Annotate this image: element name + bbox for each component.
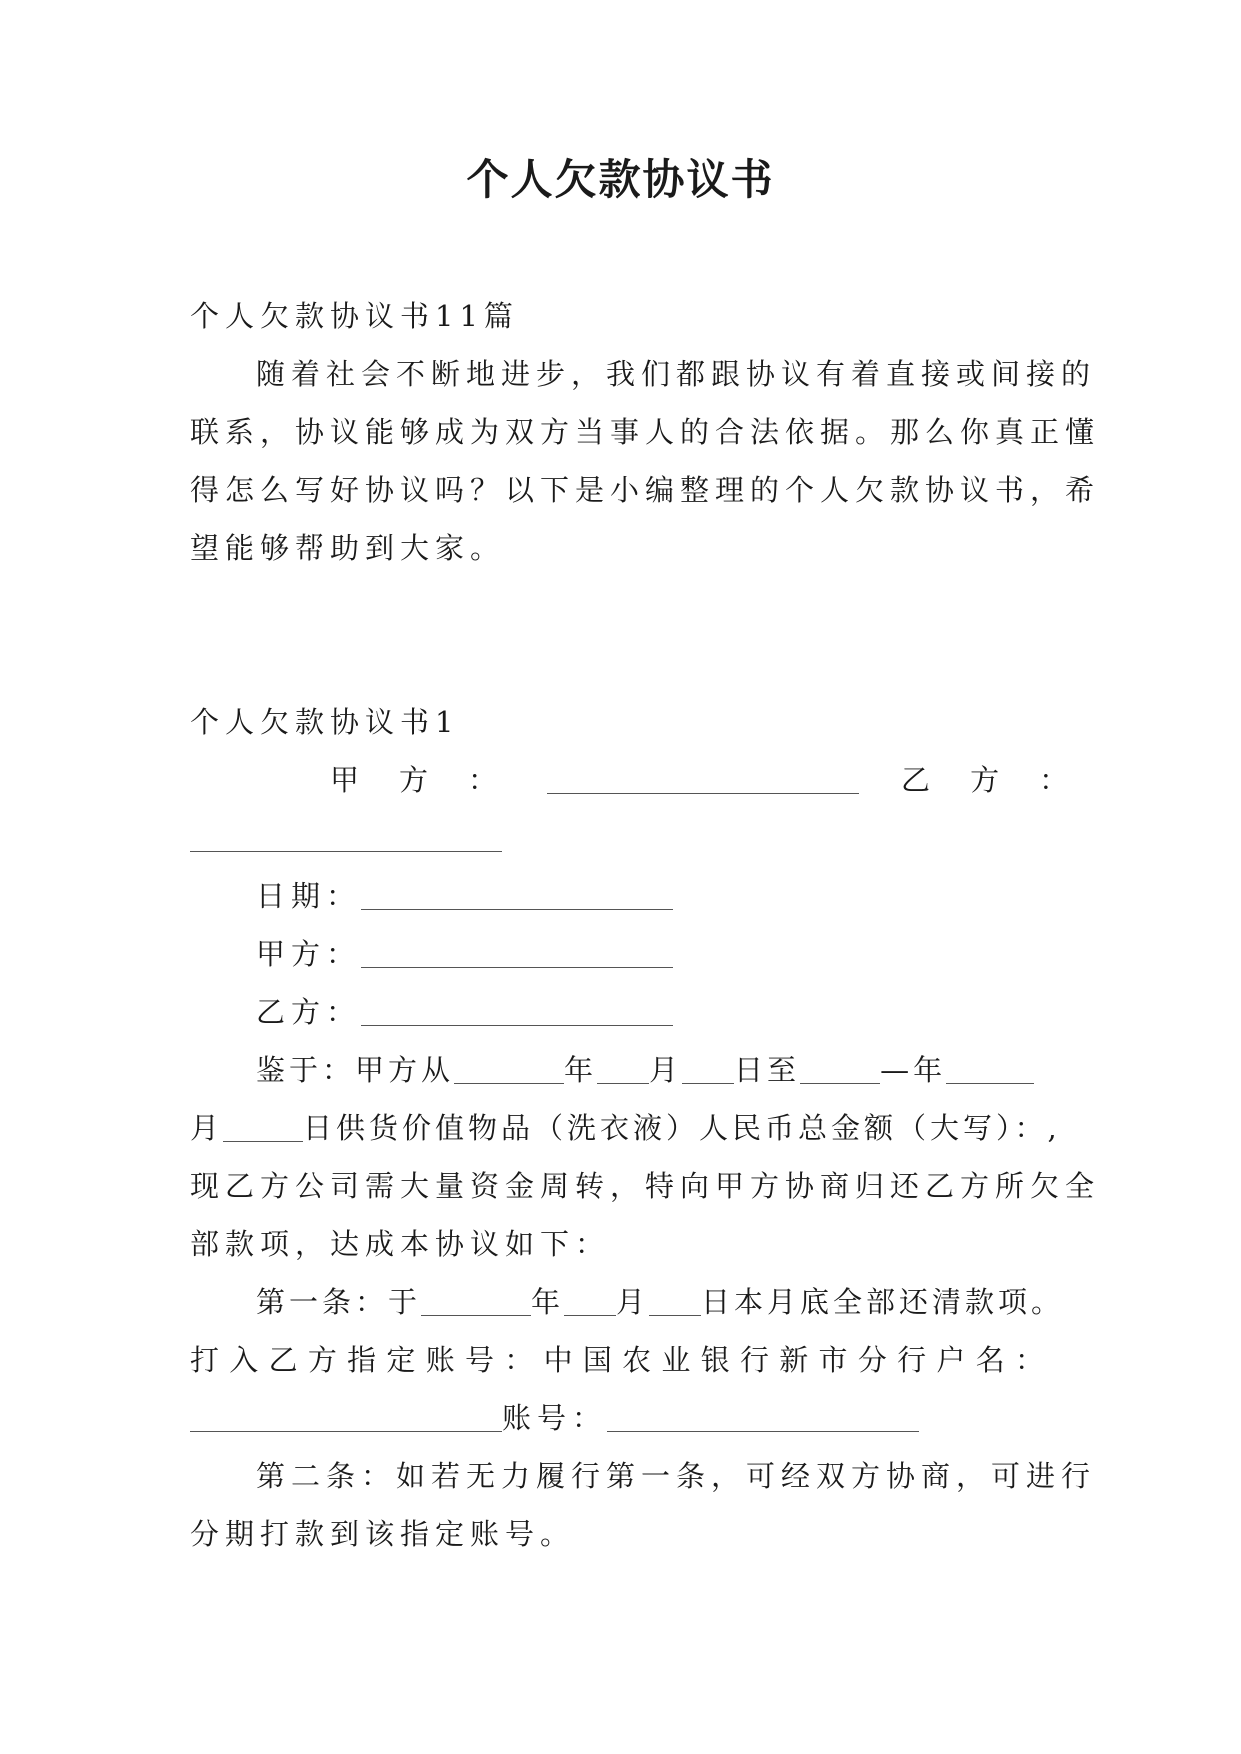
- party-fang2-char: 方: [970, 763, 1000, 797]
- intro-line-3: 得怎么写好协议吗？以下是小编整理的个人欠款协议书，希: [190, 473, 1101, 507]
- whereas-line-2: [190, 1108, 1061, 1148]
- article1-account-line: [190, 1398, 1050, 1438]
- whereas-to-year-blank: [800, 1057, 880, 1084]
- page-title: 个人欠款协议书: [466, 155, 775, 204]
- party-colon-2: ：: [1039, 763, 1069, 797]
- party-line: [330, 760, 1069, 800]
- intro-line-2: 联系，协议能够成为双方当事人的合法依据。那么你真正懂: [190, 415, 1101, 449]
- jia-field: [256, 934, 1050, 974]
- account-name-blank: [190, 1405, 502, 1432]
- article1-rest: 日本月底全部还清款项。: [701, 1285, 1065, 1319]
- section-heading-1: 个人欠款协议书1: [190, 705, 460, 739]
- whereas-line-1: [256, 1050, 1050, 1090]
- document-subtitle: 个人欠款协议书11篇: [190, 299, 519, 333]
- party-yi-blank: [190, 825, 502, 852]
- whereas-month-blank: [597, 1057, 649, 1084]
- party-fang-char: 方: [399, 763, 429, 797]
- party-yi-char: 乙: [901, 763, 931, 797]
- whereas-line2-month: 月: [190, 1111, 224, 1145]
- article1-start: 第一条：于: [256, 1285, 422, 1319]
- whereas-month: 月: [649, 1053, 683, 1087]
- whereas-year: 年: [564, 1053, 598, 1087]
- article2-line-1: 第二条：如若无力履行第一条，可经双方协商，可进行: [256, 1459, 1097, 1493]
- jia-blank: [361, 941, 673, 968]
- date-label: 日期：: [256, 879, 362, 913]
- account-number-blank: [607, 1405, 919, 1432]
- party-yi-blank-line: [190, 818, 1050, 858]
- whereas-to-day-blank: [223, 1115, 303, 1142]
- article1-day-blank: [649, 1289, 701, 1316]
- whereas-day-blank: [682, 1057, 734, 1084]
- date-field: [256, 876, 1050, 916]
- whereas-line2-rest: 日供货价值物品（洗衣液）人民币总金额（大写）：,: [303, 1111, 1061, 1145]
- article1-month: 月: [616, 1285, 650, 1319]
- whereas-dash-year: —年: [880, 1053, 947, 1087]
- yi-label: 乙方：: [256, 995, 362, 1029]
- intro-line-4: 望能够帮助到大家。: [190, 531, 506, 565]
- whereas-start: 鉴于：甲方从: [256, 1053, 455, 1087]
- article1-line-1: [256, 1282, 1065, 1322]
- article1-month-blank: [564, 1289, 616, 1316]
- article1-year-blank: [421, 1289, 531, 1316]
- whereas-day-to: 日至: [734, 1053, 801, 1087]
- article1-line-2: 打入乙方指定账号：中国农业银行新市分行户名：: [190, 1343, 1050, 1377]
- whereas-to-month-blank: [946, 1057, 1034, 1084]
- date-blank: [361, 883, 673, 910]
- whereas-line-4: 部款项，达成本协议如下：: [190, 1227, 611, 1261]
- intro-line-1: 随着社会不断地进步，我们都跟协议有着直接或间接的: [256, 357, 1097, 391]
- article1-year: 年: [531, 1285, 565, 1319]
- article2-line-2: 分期打款到该指定账号。: [190, 1517, 576, 1551]
- party-jia-char: 甲: [330, 763, 360, 797]
- yi-field: [256, 992, 1050, 1032]
- party-colon: ：: [468, 763, 498, 797]
- whereas-line-3: 现乙方公司需大量资金周转，特向甲方协商归还乙方所欠全: [190, 1169, 1101, 1203]
- party-jia-blank: [547, 767, 859, 794]
- yi-blank: [361, 999, 673, 1026]
- whereas-year-blank: [454, 1057, 564, 1084]
- account-label: 账号：: [502, 1401, 608, 1435]
- jia-label: 甲方：: [256, 937, 362, 971]
